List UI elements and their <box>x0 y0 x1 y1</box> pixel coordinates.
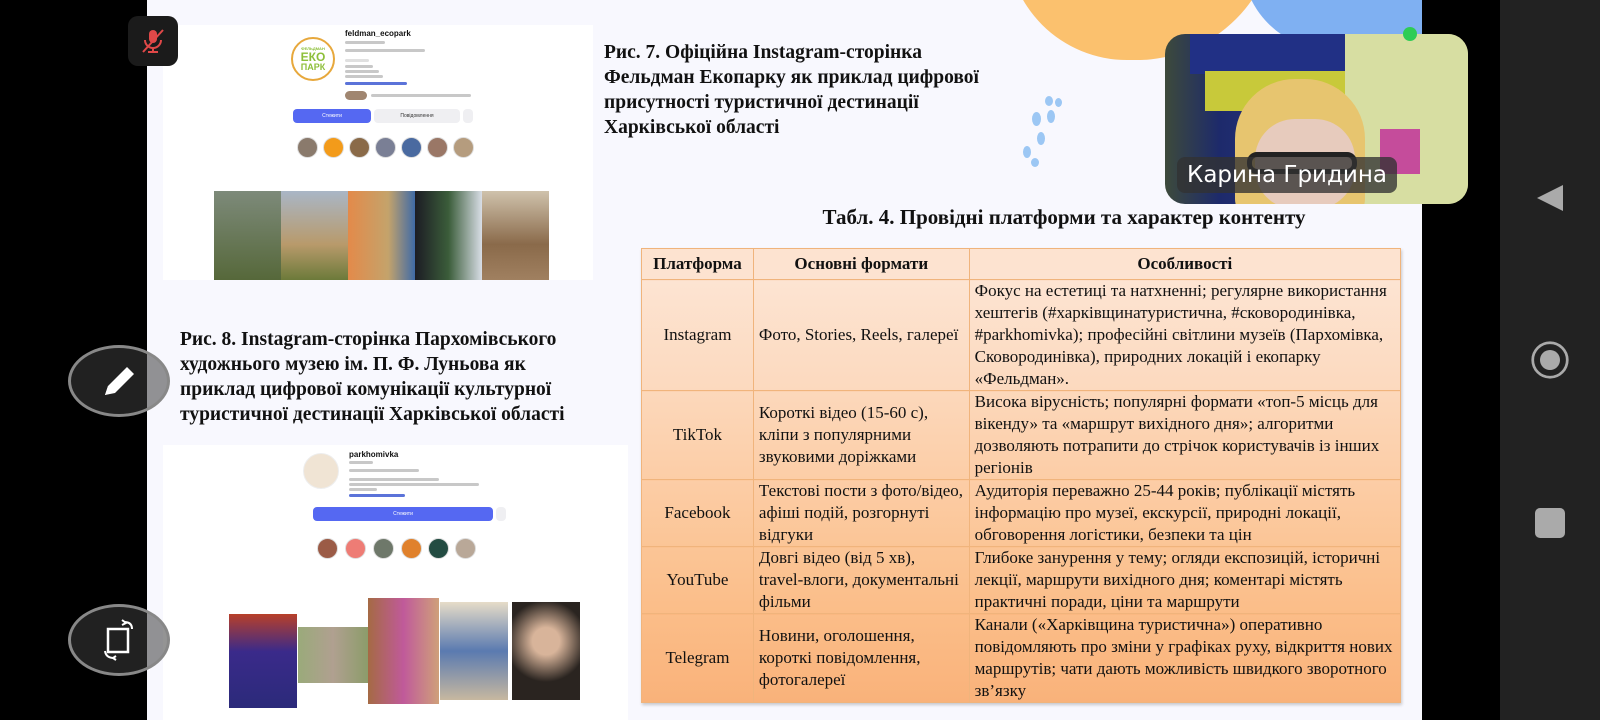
header-formats: Основні формати <box>753 249 969 280</box>
rotate-screen-icon <box>96 617 142 663</box>
post-tile <box>348 191 415 280</box>
post-tile <box>281 191 348 280</box>
figure7-caption: Рис. 7. Офіційна Instagram-сторінка Фельдман Екопарку як приклад цифрової присутності туристичної дестинації Харківської області <box>604 42 979 138</box>
feldman-logo: ФЕЛЬДМАН ЕКО ПАРК <box>291 37 335 81</box>
post-tile <box>415 191 482 280</box>
mic-off-icon <box>138 26 168 56</box>
participant-video-tile[interactable] <box>1165 34 1468 204</box>
table-row: YouTube Довгі відео (від 5 хв), travel-влоги, документальні фільми Глибоке занурення у тему; огляди експозицій, історичні лекції, маршрути вихідного дня; коментарі містять практичні поради, ціни та маршрути <box>642 547 1401 614</box>
nav-back-button[interactable] <box>1530 178 1570 218</box>
nav-recents-button[interactable] <box>1530 503 1570 543</box>
post-tile <box>368 598 439 704</box>
table-row: Instagram Фото, Stories, Reels, галереї Фокус на естетиці та натхненні; регулярне використання хештегів (#харківщинатуристична, #сковородинівка, #parkhomivka); професійні світлини музеїв (Пархомівка, Сковородинівка), природних локацій і екопарку «Фельдман». <box>642 280 1401 391</box>
mute-toggle-button[interactable] <box>128 16 178 66</box>
nav-home-button[interactable] <box>1530 340 1570 380</box>
ig-follow-button: Стежити <box>313 507 493 521</box>
table-row: Facebook Текстові пости з фото/відео, афіші подій, розгорнуті відгуки Аудиторія переважно 25-44 років; публікації містять інформацію про музеї, екскурсії, природні локації, обговорення логістики, безпеки та цін <box>642 480 1401 547</box>
ig-username: parkhomivka <box>349 450 399 459</box>
annotate-button[interactable] <box>68 345 170 417</box>
post-tile <box>214 191 281 280</box>
platforms-table <box>641 248 1401 703</box>
table-row: Telegram Новини, оголошення, короткі повідомлення, фотогалереї Канали («Харківщина туристична») оперативно повідомляють про зміни у графіках руху, відкриття нових маршрутів; чати дають можливість швидкого зворотного зв’язку <box>642 614 1401 703</box>
ig-message-button: Повідомлення <box>374 109 460 123</box>
back-triangle-icon <box>1533 181 1567 215</box>
post-tile <box>512 602 580 700</box>
participant-name-tag: Карина Гридина <box>1177 157 1397 193</box>
pencil-icon <box>97 359 141 403</box>
header-platform: Платформа <box>642 249 754 280</box>
table-title: Табл. 4. Провідні платформи та характер контенту <box>822 205 1306 229</box>
post-tile <box>229 614 297 708</box>
post-tile <box>440 602 508 700</box>
instagram-screenshot-feldman <box>163 25 593 280</box>
recents-square-icon <box>1533 506 1567 540</box>
home-circle-icon <box>1530 338 1570 382</box>
active-speaker-indicator <box>1403 27 1417 41</box>
instagram-screenshot-parkhomivka <box>163 445 628 720</box>
post-tile <box>482 191 549 280</box>
ig-follow-button: Стежити <box>293 109 371 123</box>
header-features: Особливості <box>969 249 1400 280</box>
post-tile <box>298 627 368 683</box>
table-row: TikTok Короткі відео (15-60 с), кліпи з популярними звуковими доріжками Висока вірусність; популярні формати «топ-5 місць для вікенду» та «маршрут вихідного дня»; алгоритми дозволяють потрапити до стрічок користувачів із інших регіонів <box>642 391 1401 480</box>
figure8-caption: Рис. 8. Instagram-сторінка Пархомівського художнього музею ім. П. Ф. Луньова як приклад цифрової комунікації культурної туристичної дестинації Харківської області <box>180 329 565 425</box>
ig-username: feldman_ecopark <box>345 29 411 38</box>
parkhomivka-avatar <box>303 453 339 489</box>
rotate-screen-button[interactable] <box>68 604 170 676</box>
